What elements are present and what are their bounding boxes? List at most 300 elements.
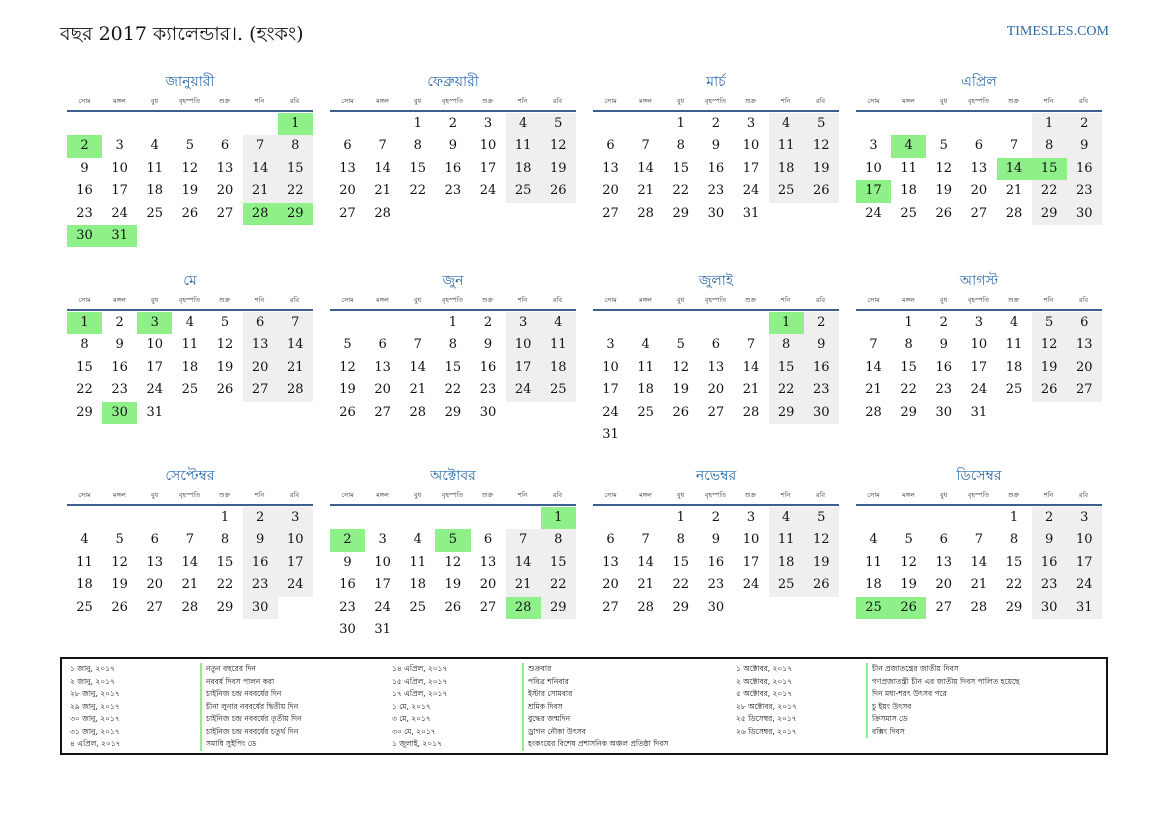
holiday-day-cell: 30	[102, 402, 137, 424]
weekday-label: সোম	[867, 97, 880, 105]
weekday-label: সোম	[867, 296, 880, 304]
day-cell: 10	[506, 334, 541, 356]
day-cell: 25	[900, 205, 917, 221]
day-cell: 1	[676, 116, 685, 131]
holiday-name: চীনা লুনার নববর্ষের দ্বিতীয় দিন	[200, 701, 298, 714]
day-cell: 11	[637, 359, 654, 375]
day-cell: 30	[339, 621, 356, 637]
day-cell: 17	[742, 160, 760, 176]
day-grid	[67, 312, 313, 424]
day-cell: 3	[506, 312, 541, 334]
month-calendar	[593, 72, 839, 225]
day-cell: 30	[479, 404, 497, 420]
weekday-label: শনি	[1043, 97, 1054, 105]
day-cell: 27	[707, 404, 725, 420]
day-cell: 17	[479, 160, 497, 176]
day-cell: 2	[711, 116, 721, 131]
day-cell: 15	[444, 359, 462, 375]
weekday-header	[856, 92, 1102, 112]
day-grid	[593, 507, 839, 619]
day-cell: 26	[339, 404, 356, 420]
day-cell: 7	[869, 337, 878, 353]
day-cell: 23	[76, 205, 93, 221]
holiday-date: ২৯ জানু, ২০১৭	[70, 701, 120, 711]
day-cell: 19	[181, 183, 199, 199]
empty-cell	[593, 113, 628, 135]
day-cell: 18	[769, 552, 804, 574]
day-cell: 28	[970, 599, 988, 615]
month-calendar	[593, 466, 839, 619]
day-cell: 3	[115, 138, 124, 154]
empty-cell	[365, 507, 400, 529]
weekday-label: শনি	[517, 296, 528, 304]
day-cell: 22	[900, 382, 917, 398]
empty-cell	[593, 312, 628, 334]
day-cell: 9	[711, 532, 721, 548]
day-cell: 7	[746, 337, 756, 353]
day-cell: 31	[1067, 597, 1102, 619]
day-cell: 21	[181, 577, 199, 593]
day-grid	[856, 113, 1102, 225]
weekday-label: শনি	[517, 97, 528, 105]
day-cell: 27	[216, 205, 234, 221]
day-cell: 13	[970, 160, 988, 176]
empty-cell	[506, 507, 541, 529]
day-cell: 23	[707, 183, 725, 199]
day-cell: 14	[865, 359, 882, 375]
day-cell: 11	[409, 554, 427, 570]
day-cell: 23	[479, 382, 497, 398]
holiday-date: ৪ এপ্রিল, ২০১৭	[70, 739, 121, 748]
day-cell: 20	[602, 183, 619, 199]
holiday-row	[70, 688, 302, 701]
weekday-label: বৃহস্পতি	[441, 97, 464, 105]
day-cell: 28	[637, 599, 654, 615]
day-cell: 28	[374, 205, 391, 221]
day-cell: 29	[216, 599, 234, 615]
empty-cell	[961, 507, 996, 529]
empty-cell	[997, 113, 1032, 135]
day-cell: 25	[409, 599, 427, 615]
day-cell: 29	[1005, 599, 1023, 615]
day-cell: 17	[146, 359, 164, 375]
empty-cell	[891, 507, 926, 529]
holiday-row	[736, 701, 1020, 714]
weekday-label: বৃহস্পতি	[178, 97, 201, 105]
day-cell: 3	[869, 138, 878, 154]
holiday-day-cell: 31	[102, 225, 137, 247]
day-cell: 23	[804, 379, 839, 401]
day-cell: 13	[602, 160, 619, 176]
day-cell: 25	[181, 382, 199, 398]
month-name: মে	[183, 273, 197, 289]
day-cell: 26	[935, 205, 953, 221]
empty-cell	[663, 312, 698, 334]
weekday-label: মঙ্গল	[113, 97, 126, 105]
day-cell: 26	[1032, 379, 1067, 401]
weekday-label: বুধ	[676, 97, 685, 105]
day-cell: 4	[506, 113, 541, 135]
day-cell: 12	[935, 160, 953, 176]
holiday-date: ২ জানু, ২০১৭	[70, 676, 115, 686]
day-cell: 25	[76, 599, 93, 615]
day-cell: 13	[146, 554, 164, 570]
day-cell: 21	[243, 180, 278, 202]
empty-cell	[628, 312, 663, 334]
day-cell: 10	[479, 138, 497, 154]
holiday-name: শুক্রবার	[522, 663, 551, 676]
weekday-label: সোম	[604, 491, 617, 499]
holiday-column	[70, 663, 302, 751]
day-cell: 22	[409, 183, 427, 199]
weekday-header	[67, 486, 313, 506]
weekday-label: মঙ্গল	[376, 491, 389, 499]
day-cell: 6	[711, 337, 721, 353]
holiday-day-cell: 1	[541, 507, 576, 529]
day-cell: 23	[1032, 574, 1067, 596]
day-cell: 8	[904, 337, 913, 353]
day-cell: 31	[970, 404, 988, 420]
weekday-label: বুধ	[413, 491, 422, 499]
holiday-date: ২৮ জানু, ২০১৭	[70, 689, 120, 698]
day-cell: 10	[602, 359, 619, 375]
day-cell: 2	[115, 315, 124, 330]
weekday-label: শুক্র	[481, 296, 494, 304]
holiday-date: ২৮ অক্টোবর, ২০১৭	[736, 701, 797, 711]
day-cell: 22	[216, 577, 234, 593]
empty-cell	[628, 113, 663, 135]
holiday-row	[70, 676, 302, 689]
day-cell: 31	[374, 621, 391, 637]
day-cell: 24	[146, 382, 164, 398]
month-calendar	[330, 72, 576, 225]
day-cell: 31	[602, 426, 619, 442]
day-cell: 8	[769, 334, 804, 356]
day-cell: 26	[804, 574, 839, 596]
day-cell: 24	[865, 205, 882, 221]
day-cell: 24	[602, 404, 619, 420]
holiday-row	[392, 726, 668, 739]
day-cell: 14	[409, 359, 427, 375]
weekday-label: মঙ্গল	[902, 296, 915, 304]
empty-cell	[856, 507, 891, 529]
day-cell: 26	[804, 180, 839, 202]
holiday-day-cell: 28	[243, 203, 278, 225]
day-cell: 4	[150, 138, 159, 154]
holiday-date: ৩০ জানু, ২০১৭	[70, 714, 120, 723]
weekday-header	[67, 92, 313, 112]
day-cell: 11	[76, 554, 93, 570]
day-cell: 23	[243, 574, 278, 596]
day-cell: 20	[707, 382, 725, 398]
day-cell: 17	[970, 359, 988, 375]
day-cell: 14	[243, 158, 278, 180]
empty-cell	[67, 507, 102, 529]
day-cell: 27	[602, 599, 619, 615]
day-cell: 2	[804, 312, 839, 334]
empty-cell	[435, 507, 470, 529]
day-cell: 27	[1067, 379, 1102, 401]
holiday-name: ইস্টার সোমবার	[522, 688, 572, 701]
day-cell: 22	[769, 379, 804, 401]
day-cell: 22	[1032, 180, 1067, 202]
day-cell: 28	[865, 404, 882, 420]
day-grid	[593, 312, 839, 446]
holiday-day-cell: 28	[506, 597, 541, 619]
day-cell: 5	[115, 532, 124, 548]
month-name: নভেম্বর	[695, 468, 737, 484]
holiday-date: ৩১ জানু, ২০১৭	[70, 726, 120, 736]
day-cell: 17	[742, 554, 760, 570]
day-cell: 5	[1032, 312, 1067, 334]
day-cell: 14	[374, 160, 391, 176]
holiday-column	[392, 663, 668, 751]
day-cell: 22	[672, 183, 690, 199]
day-cell: 21	[409, 382, 427, 398]
day-cell: 16	[804, 357, 839, 379]
month-name: আগস্ট	[959, 273, 999, 289]
day-cell: 9	[483, 337, 493, 353]
holiday-name: দিন মধ্য-শরৎ উৎসব পরে	[866, 688, 947, 701]
weekday-label: বৃহস্পতি	[441, 296, 464, 304]
month-name: মার্চ	[706, 74, 726, 90]
holiday-row	[392, 713, 668, 726]
day-cell: 21	[865, 382, 882, 398]
weekday-label: বুধ	[676, 296, 685, 304]
day-cell: 30	[1032, 597, 1067, 619]
day-cell: 12	[216, 337, 234, 353]
day-cell: 1	[413, 116, 422, 131]
day-cell: 13	[602, 554, 619, 570]
day-cell: 25	[769, 180, 804, 202]
empty-cell	[172, 113, 207, 135]
empty-cell	[856, 113, 891, 135]
day-cell: 16	[111, 359, 128, 375]
day-cell: 12	[672, 359, 690, 375]
day-cell: 24	[278, 574, 313, 596]
day-cell: 16	[444, 160, 462, 176]
day-cell: 29	[672, 205, 690, 221]
weekday-label: শনি	[254, 491, 265, 499]
day-cell: 15	[672, 160, 690, 176]
day-cell: 4	[80, 532, 89, 548]
month-name: জানুয়ারী	[165, 74, 215, 90]
weekday-label: বুধ	[939, 491, 948, 499]
weekday-label: বৃহস্পতি	[704, 97, 727, 105]
holiday-date: ৫ অক্টোবর, ২০১৭	[736, 689, 793, 698]
day-cell: 5	[804, 113, 839, 135]
holiday-name: শ্রমিক দিবস	[522, 701, 563, 714]
weekday-label: সোম	[604, 97, 617, 105]
day-cell: 10	[742, 138, 760, 154]
weekday-label: বুধ	[150, 97, 159, 105]
day-cell: 26	[111, 599, 128, 615]
holiday-row	[392, 663, 668, 676]
day-cell: 9	[343, 554, 352, 570]
day-grid	[67, 507, 313, 619]
day-cell: 7	[641, 532, 650, 548]
day-cell: 8	[413, 138, 422, 154]
day-cell: 18	[181, 359, 199, 375]
holiday-day-cell: 30	[67, 225, 102, 247]
day-cell: 22	[278, 180, 313, 202]
day-cell: 8	[278, 135, 313, 157]
weekday-label: মঙ্গল	[113, 296, 126, 304]
day-cell: 16	[707, 160, 725, 176]
day-cell: 13	[243, 334, 278, 356]
day-cell: 2	[1067, 113, 1102, 135]
weekday-label: রবি	[289, 296, 300, 304]
holiday-date: ৩ মে, ২০১৭	[392, 714, 431, 723]
day-cell: 7	[378, 138, 387, 154]
day-cell: 4	[769, 507, 804, 529]
holiday-row	[392, 738, 668, 751]
day-grid	[330, 312, 576, 424]
day-cell: 9	[1032, 529, 1067, 551]
holiday-date: ১ জানু, ২০১৭	[70, 664, 115, 673]
day-cell: 20	[374, 382, 391, 398]
day-cell: 19	[339, 382, 356, 398]
day-cell: 14	[742, 359, 760, 375]
day-cell: 24	[374, 599, 391, 615]
day-cell: 20	[935, 577, 953, 593]
day-cell: 7	[1009, 138, 1019, 154]
weekday-label: বুধ	[150, 296, 159, 304]
day-cell: 12	[444, 554, 462, 570]
day-cell: 12	[339, 359, 356, 375]
holiday-name: ক্রিসমাস ডে	[866, 713, 908, 726]
holiday-name: নতুন বছরের দিন	[200, 663, 256, 676]
day-cell: 24	[1067, 574, 1102, 596]
day-cell: 15	[216, 554, 234, 570]
holiday-row	[70, 713, 302, 726]
weekday-label: বুধ	[676, 491, 685, 499]
weekday-header	[593, 291, 839, 311]
month-calendar	[67, 466, 313, 619]
weekday-label: শুক্র	[744, 97, 757, 105]
day-cell: 13	[216, 160, 234, 176]
weekday-label: বুধ	[939, 97, 948, 105]
weekday-label: বৃহস্পতি	[441, 491, 464, 499]
day-cell: 4	[185, 315, 195, 330]
holiday-name: চীন প্রজাতন্ত্রের জাতীয় দিবস	[866, 663, 959, 676]
weekday-label: রবি	[815, 491, 826, 499]
weekday-label: বুধ	[413, 97, 422, 105]
holiday-date: ২৬ ডিসেম্বর, ২০১৭	[736, 726, 797, 736]
weekday-label: শুক্র	[744, 491, 757, 499]
holiday-row	[392, 701, 668, 714]
day-cell: 1	[1032, 113, 1067, 135]
day-cell: 13	[479, 554, 497, 570]
day-cell: 5	[676, 337, 685, 353]
day-cell: 20	[216, 183, 234, 199]
holiday-date: ২৫ ডিসেম্বর, ২০১৭	[736, 714, 797, 723]
holiday-name: চু ইয়ং উৎসব	[866, 701, 911, 714]
day-cell: 14	[506, 552, 541, 574]
holiday-date: ১৭ এপ্রিল, ২০১৭	[392, 689, 448, 698]
day-cell: 26	[181, 205, 199, 221]
day-cell: 9	[448, 138, 458, 154]
month-name: ডিসেম্বর	[956, 468, 1002, 484]
day-cell: 11	[769, 529, 804, 551]
weekday-label: রবি	[289, 491, 300, 499]
weekday-label: রবি	[1078, 296, 1089, 304]
site-link[interactable]: TIMESLES.COM	[1006, 24, 1109, 39]
day-cell: 25	[146, 205, 164, 221]
day-cell: 16	[479, 359, 497, 375]
day-cell: 7	[278, 312, 313, 334]
empty-cell	[330, 113, 365, 135]
day-cell: 26	[444, 599, 462, 615]
weekday-label: মঙ্গল	[639, 491, 652, 499]
day-grid	[330, 113, 576, 225]
month-name: ফেব্রুয়ারী	[427, 74, 479, 90]
day-cell: 17	[1067, 552, 1102, 574]
weekday-label: বৃহস্পতি	[704, 296, 727, 304]
weekday-label: সোম	[341, 97, 354, 105]
day-cell: 27	[602, 205, 619, 221]
day-cell: 20	[339, 183, 356, 199]
day-grid	[856, 312, 1102, 424]
day-cell: 17	[602, 382, 619, 398]
holiday-day-cell: 1	[278, 113, 313, 135]
day-cell: 17	[506, 357, 541, 379]
weekday-label: বুধ	[150, 491, 159, 499]
day-cell: 11	[769, 135, 804, 157]
day-cell: 8	[448, 337, 458, 353]
empty-cell	[208, 113, 243, 135]
weekday-header	[330, 486, 576, 506]
holiday-name: বুদ্ধের জন্মদিন	[522, 713, 570, 726]
weekday-label: শনি	[517, 491, 528, 499]
day-cell: 5	[220, 315, 230, 330]
day-cell: 12	[1032, 334, 1067, 356]
weekday-header	[330, 291, 576, 311]
day-cell: 6	[243, 312, 278, 334]
weekday-label: বৃহস্পতি	[704, 491, 727, 499]
day-cell: 19	[900, 577, 917, 593]
day-cell: 29	[444, 404, 462, 420]
weekday-label: শুক্র	[1007, 491, 1020, 499]
day-cell: 20	[146, 577, 164, 593]
day-cell: 6	[1067, 312, 1102, 334]
day-cell: 12	[804, 529, 839, 551]
day-cell: 11	[506, 135, 541, 157]
day-cell: 23	[111, 382, 128, 398]
day-cell: 10	[1067, 529, 1102, 551]
empty-cell	[330, 312, 365, 334]
holiday-date: ৩০ মে, ২০১৭	[392, 726, 436, 736]
day-cell: 14	[637, 554, 654, 570]
day-cell: 4	[869, 532, 878, 548]
day-cell: 19	[444, 577, 462, 593]
day-cell: 10	[970, 337, 988, 353]
weekday-label: রবি	[815, 97, 826, 105]
day-cell: 4	[641, 337, 650, 353]
empty-cell	[365, 113, 400, 135]
day-cell: 8	[220, 532, 230, 548]
day-cell: 18	[76, 577, 93, 593]
day-cell: 19	[111, 577, 128, 593]
day-cell: 6	[974, 138, 984, 154]
holiday-row	[736, 688, 1020, 701]
holiday-day-cell: 1	[67, 312, 102, 334]
day-cell: 1	[448, 315, 458, 330]
weekday-label: শুক্র	[481, 491, 494, 499]
day-cell: 3	[606, 337, 615, 353]
day-cell: 28	[409, 404, 427, 420]
holiday-name: চাইনিজ চন্দ্র নববর্ষের তৃতীয় দিন	[200, 713, 302, 726]
